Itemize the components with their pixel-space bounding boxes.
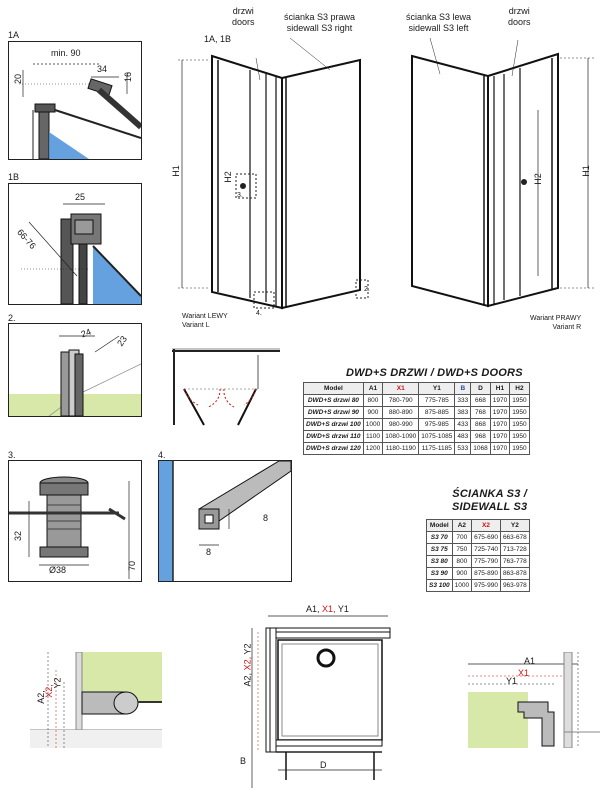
table-cell: 1000 [363,419,382,431]
plan-dim-y2: Y2 [242,643,253,655]
detail-1a-label: 1A [8,30,20,40]
table-row [304,395,530,407]
variant-right-label [530,314,581,332]
plan-dim-a2: A2, [242,672,253,687]
table-cell: 1950 [510,419,529,431]
table-row [427,532,530,544]
dim-x2-bl: X2, [43,684,54,698]
table-cell: 1950 [510,407,529,419]
detail-4-drawing [159,461,291,581]
table-cell: 875-890 [472,568,501,580]
table-cell: 780-790 [383,395,419,407]
variant-left-label [182,312,228,330]
detail-2-label: 2. [8,313,16,323]
dim-2-24: 24 [79,326,93,340]
detail-1a [8,41,142,160]
plan-view-drawing [228,612,398,792]
table-cell: 975-985 [419,419,455,431]
table-cell: 333 [455,395,471,407]
table-cell: 383 [455,407,471,419]
dim-h1-right: H1 [580,165,591,177]
table-row [427,568,530,580]
top-view-door-swing [168,345,286,435]
callout-sidewall-right-pl: ścianka S3 prawa [284,12,356,22]
table-cell: 1970 [490,407,509,419]
dim-1b-6676: 66-76 [15,227,38,251]
table-cell: 1950 [510,443,529,455]
dim-y1-br: Y1 [506,676,518,686]
table-cell: 663-678 [500,532,529,544]
sidewall-th-y2: Y2 [500,520,529,532]
sidewall-table-title [452,488,527,514]
detail-1b-label: 1B [8,172,20,182]
dim-x1-br: X1 [518,668,530,678]
detail-4-label: 4. [158,450,166,460]
dim-a1-br: A1 [524,656,536,666]
table-cell: S3 75 [427,544,453,556]
table-row [304,419,530,431]
table-cell: 668 [471,395,490,407]
sidewall-table-title-en: SIDEWALL S3 [452,501,528,513]
detail-4 [158,460,292,582]
table-cell: DWD+S drzwi 90 [304,407,364,419]
table-cell: 1200 [363,443,382,455]
doors-table [303,382,530,455]
table-cell: 768 [471,407,490,419]
callout-doors-right-pl: drzwi [508,6,530,16]
table-cell: S3 80 [427,556,453,568]
plan-dim-x1: X1, [322,604,336,614]
table-cell: 900 [452,568,471,580]
callout-doors-left [232,6,255,28]
table-cell: 1000 [452,580,471,592]
dim-4-8-vertical: 8 [263,513,269,523]
table-row [427,556,530,568]
variant-right-pl: Wariant PRAWY [530,315,582,322]
table-cell: 1950 [510,431,529,443]
table-cell: 1970 [490,395,509,407]
table-cell: 713-728 [500,544,529,556]
table-cell: DWD+S drzwi 110 [304,431,364,443]
table-cell: 968 [471,431,490,443]
variant-left-drawing [170,30,370,320]
bottom-left-section [30,652,162,748]
doors-th-h2: H2 [510,383,529,395]
sidewall-th-x2: X2 [472,520,501,532]
callout-sidewall-left-pl: ścianka S3 lewa [406,12,472,22]
detail-3 [8,460,142,582]
table-cell: 963-978 [500,580,529,592]
doors-th-d: D [471,383,490,395]
table-cell: 1100 [363,431,382,443]
bottom-right-section [468,652,600,748]
bottom-left-drawing [30,652,162,748]
dim-1a-16: 16 [123,71,134,83]
detail-1a-drawing [9,42,141,159]
table-cell: 1175-1185 [419,443,455,455]
plan-dim-d: D [320,760,327,770]
table-cell: 800 [452,556,471,568]
table-cell: DWD+S drzwi 100 [304,419,364,431]
table-row [304,443,530,455]
table-cell: 533 [455,443,471,455]
table-cell: 1075-1085 [419,431,455,443]
plan-side-dims [242,644,252,687]
table-cell: 800 [363,395,382,407]
doors-table-header [304,383,530,395]
table-cell: 1970 [490,419,509,431]
table-cell: 863-878 [500,568,529,580]
table-cell: DWD+S drzwi 80 [304,395,364,407]
table-cell: 725-740 [472,544,501,556]
bottom-right-drawing [468,652,600,748]
table-cell: 775-790 [472,556,501,568]
table-cell: 1970 [490,443,509,455]
dim-3-dia38: Ø38 [49,565,67,575]
sidewall-table [426,519,530,592]
dim-y2-bl: Y2 [52,677,63,689]
variant-right-drawing [400,30,600,320]
table-cell: 875-885 [419,407,455,419]
dim-a2-bl: A2, [35,690,46,704]
detail-1b [8,183,142,305]
plan-dim-a1: A1, [306,604,320,614]
doors-th-b: B [455,383,471,395]
doors-th-y1: Y1 [419,383,455,395]
callout-ref4-left: 4. [256,310,262,317]
table-cell: 675-690 [472,532,501,544]
table-cell: 868 [471,419,490,431]
table-cell: 1950 [510,395,529,407]
detail-2 [8,323,142,417]
detail-3-drawing [9,461,141,581]
sidewall-th-a2: A2 [452,520,471,532]
doors-th-model: Model [304,383,364,395]
table-row [304,407,530,419]
variant-right-en: Variant R [552,324,582,331]
sidewall-th-model: Model [427,520,453,532]
table-cell: 483 [455,431,471,443]
table-cell: S3 70 [427,532,453,544]
dim-1a-20: 20 [13,73,24,85]
table-cell: S3 90 [427,568,453,580]
dim-h2-left: H2 [222,171,233,183]
plan-dim-b: B [240,756,247,766]
dim-1b-25: 25 [75,192,86,202]
detail-3-label: 3. [8,450,16,460]
table-row [427,580,530,592]
doors-th-h1: H1 [490,383,509,395]
sidewall-table-header [427,520,530,532]
table-cell: 763-778 [500,556,529,568]
table-cell: DWD+S drzwi 120 [304,443,364,455]
callout-sidewall-left-en: sidewall S3 left [408,23,469,33]
table-cell: 775-785 [419,395,455,407]
dim-3-70: 70 [127,560,138,572]
table-cell: 980-990 [383,419,419,431]
table-row [304,431,530,443]
callout-doors-right-en: doors [508,17,531,27]
callout-ref2-left: 2. [364,286,370,293]
doors-th-a1: A1 [363,383,382,395]
variant-left-en: Variant L [182,322,210,329]
dim-1a-min90: min. 90 [51,48,81,58]
table-cell: 900 [363,407,382,419]
callout-doors-left-en: doors [232,17,255,27]
table-cell: 433 [455,419,471,431]
callout-sidewall-right-en: sidewall S3 right [286,23,353,33]
table-cell: 880-890 [383,407,419,419]
callout-doors-right [508,6,531,28]
table-cell: 700 [452,532,471,544]
table-cell: S3 100 [427,580,453,592]
plan-dim-x2: X2, [242,656,253,671]
sidewall-table-title-pl: ŚCIANKA S3 / [452,488,528,500]
doors-th-x1: X1 [383,383,419,395]
table-cell: 1180-1190 [383,443,419,455]
doors-table-title: DWD+S DRZWI / DWD+S DOORS [346,367,523,379]
dim-1a-34: 34 [97,64,108,74]
callout-1a1b: 1A, 1B [204,34,232,44]
dim-h2-right: H2 [532,173,543,185]
table-cell: 750 [452,544,471,556]
table-cell: 1080-1090 [383,431,419,443]
variant-left-pl: Wariant LEWY [182,313,228,320]
callout-doors-left-pl: drzwi [232,6,254,16]
table-row [427,544,530,556]
dim-4-8-horizontal: 8 [206,547,212,557]
plan-dim-y1: Y1 [337,604,349,614]
table-cell: 1068 [471,443,490,455]
dim-3-32: 32 [13,530,24,542]
table-cell: 975-990 [472,580,501,592]
table-cell: 1970 [490,431,509,443]
dim-h1-left: H1 [170,165,181,177]
callout-ref3-left: 3. [237,192,243,199]
dim-2-23: 23 [115,334,129,348]
